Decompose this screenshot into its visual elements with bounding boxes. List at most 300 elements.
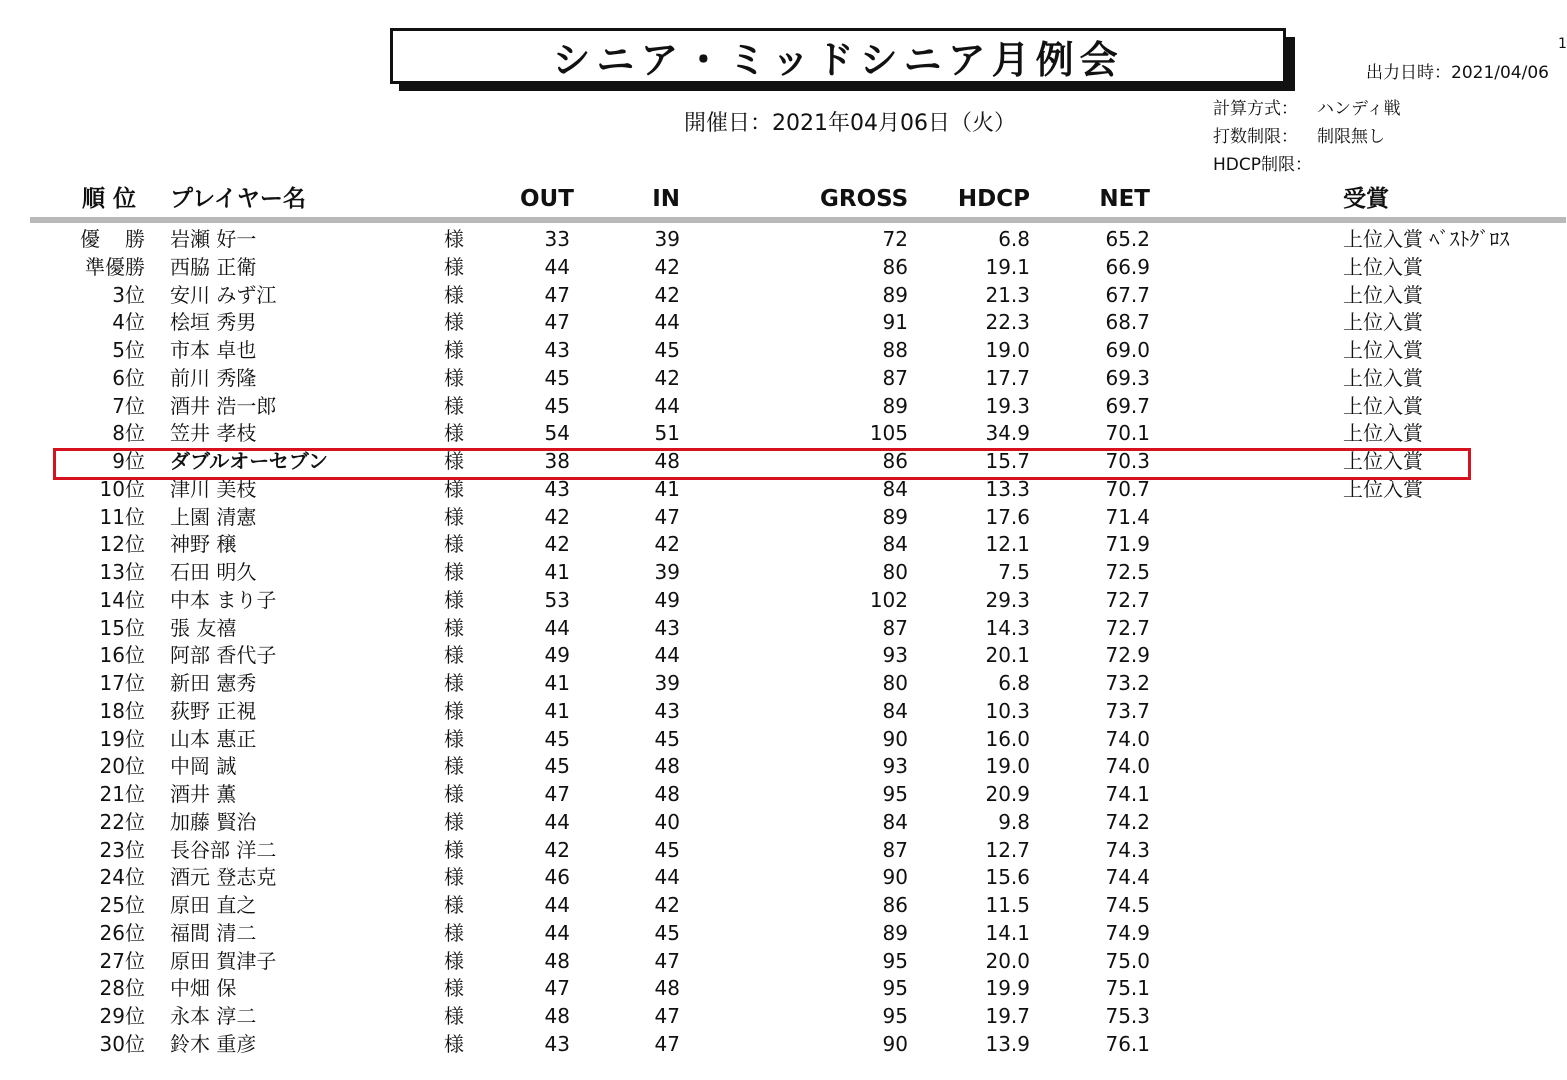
player-name: 加藤 賢治 xyxy=(170,809,257,834)
player-name: 張 友禧 xyxy=(170,615,237,640)
hdcp-value: 17.7 xyxy=(985,365,1030,390)
stroke-limit-value: 制限無し xyxy=(1317,127,1385,147)
net-score: 74.0 xyxy=(1105,754,1150,779)
net-score: 74.4 xyxy=(1105,865,1150,890)
out-score: 45 xyxy=(544,726,570,751)
in-score: 48 xyxy=(654,782,680,806)
table-row xyxy=(0,948,1566,976)
gross-score: 89 xyxy=(882,282,908,307)
honorific: 様 xyxy=(444,476,464,501)
gross-score: 87 xyxy=(882,365,908,390)
rank-cell: 7位 xyxy=(112,393,145,418)
hdcp-value: 19.7 xyxy=(985,1004,1030,1028)
player-name: 鈴木 重彦 xyxy=(170,1031,257,1056)
honorific: 様 xyxy=(444,782,464,806)
table-row xyxy=(0,781,1566,809)
in-score: 42 xyxy=(654,282,680,307)
hdcp-limit-value xyxy=(1309,151,1317,179)
net-score: 74.0 xyxy=(1105,726,1150,751)
rank-cell: 優 勝 xyxy=(80,227,145,251)
net-score: 67.7 xyxy=(1105,282,1150,307)
in-score: 45 xyxy=(654,338,680,362)
out-score: 44 xyxy=(544,615,570,640)
hdcp-value: 12.7 xyxy=(985,837,1030,862)
out-score: 42 xyxy=(544,837,570,862)
in-score: 42 xyxy=(654,365,680,390)
hdcp-value: 12.1 xyxy=(985,532,1030,557)
hdcp-value: 15.7 xyxy=(985,449,1030,473)
award-text: 上位入賞 xyxy=(1343,254,1423,279)
honorific: 様 xyxy=(444,560,464,584)
honorific: 様 xyxy=(444,310,464,335)
hdcp-limit-row xyxy=(1213,151,1401,179)
table-row xyxy=(0,892,1566,920)
rank-cell: 29位 xyxy=(99,1004,145,1028)
gross-score: 102 xyxy=(869,587,908,612)
honorific: 様 xyxy=(444,421,464,446)
in-score: 45 xyxy=(654,920,680,945)
net-score: 72.5 xyxy=(1105,560,1150,584)
gross-score: 84 xyxy=(882,476,908,501)
out-score: 43 xyxy=(544,1031,570,1056)
player-name: 桧垣 秀男 xyxy=(170,310,257,335)
award-text: 上位入賞 xyxy=(1343,338,1423,362)
player-name: 山本 惠正 xyxy=(170,726,257,751)
hdcp-value: 7.5 xyxy=(998,560,1030,584)
hdcp-value: 9.8 xyxy=(998,809,1030,834)
gross-score: 86 xyxy=(882,449,908,473)
table-row xyxy=(0,309,1566,337)
in-score: 42 xyxy=(654,532,680,557)
rank-cell: 18位 xyxy=(99,698,145,723)
hdcp-value: 19.1 xyxy=(985,254,1030,279)
out-score: 48 xyxy=(544,948,570,973)
table-row xyxy=(0,282,1566,310)
rank-cell: 25位 xyxy=(99,893,145,917)
in-score: 42 xyxy=(654,254,680,279)
gross-score: 90 xyxy=(882,865,908,890)
player-name: 上園 清憲 xyxy=(170,504,257,529)
net-score: 74.1 xyxy=(1105,782,1150,806)
rank-cell: 16位 xyxy=(99,643,145,668)
net-score: 72.7 xyxy=(1105,615,1150,640)
honorific: 様 xyxy=(444,893,464,917)
net-score: 73.2 xyxy=(1105,671,1150,695)
honorific: 様 xyxy=(444,1031,464,1056)
award-text: 上位入賞 xyxy=(1343,282,1423,307)
table-row xyxy=(0,448,1566,476)
in-score: 45 xyxy=(654,837,680,862)
out-score: 53 xyxy=(544,587,570,612)
table-row xyxy=(0,642,1566,670)
honorific: 様 xyxy=(444,587,464,612)
out-score: 47 xyxy=(544,976,570,1001)
out-score: 42 xyxy=(544,532,570,557)
player-name: 酒元 登志克 xyxy=(170,865,277,890)
gross-score: 95 xyxy=(882,1004,908,1028)
table-row xyxy=(0,393,1566,421)
hdcp-value: 19.9 xyxy=(985,976,1030,1001)
honorific: 様 xyxy=(444,920,464,945)
rank-cell: 19位 xyxy=(99,726,145,751)
gross-score: 72 xyxy=(882,227,908,251)
player-name: 永本 淳二 xyxy=(170,1004,257,1028)
gross-score: 89 xyxy=(882,504,908,529)
table-row xyxy=(0,1003,1566,1031)
rank-cell: 20位 xyxy=(99,754,145,779)
column-header-rank: 順 位 xyxy=(82,186,137,212)
table-row xyxy=(0,753,1566,781)
in-score: 39 xyxy=(654,227,680,251)
honorific: 様 xyxy=(444,865,464,890)
hdcp-value: 34.9 xyxy=(985,421,1030,446)
award-text: 上位入賞 xyxy=(1343,310,1423,335)
honorific: 様 xyxy=(444,1004,464,1028)
page-corner-mark: 1 xyxy=(1558,36,1567,52)
gross-score: 88 xyxy=(882,338,908,362)
rank-cell: 8位 xyxy=(112,421,145,446)
column-header-gross: GROSS xyxy=(820,186,909,212)
in-score: 39 xyxy=(654,671,680,695)
output-date: 出力日時：2021/04/06 xyxy=(1366,63,1549,83)
rank-cell: 28位 xyxy=(99,976,145,1001)
net-score: 70.7 xyxy=(1105,476,1150,501)
rank-cell: 21位 xyxy=(99,782,145,806)
out-score: 41 xyxy=(544,671,570,695)
player-name: 新田 憲秀 xyxy=(170,671,257,695)
gross-score: 84 xyxy=(882,698,908,723)
hdcp-value: 6.8 xyxy=(998,671,1030,695)
honorific: 様 xyxy=(444,698,464,723)
in-score: 47 xyxy=(654,1004,680,1028)
rank-cell: 4位 xyxy=(112,310,145,335)
hdcp-value: 15.6 xyxy=(985,865,1030,890)
out-score: 54 xyxy=(544,421,570,446)
hdcp-value: 13.9 xyxy=(985,1031,1030,1056)
hdcp-value: 10.3 xyxy=(985,698,1030,723)
table-row xyxy=(0,476,1566,504)
rank-cell: 11位 xyxy=(99,504,145,529)
rank-cell: 6位 xyxy=(112,365,145,390)
player-name: 酒井 浩一郎 xyxy=(170,393,277,418)
out-score: 48 xyxy=(544,1004,570,1028)
player-name: 中本 まり子 xyxy=(170,587,277,612)
hdcp-value: 16.0 xyxy=(985,726,1030,751)
rank-cell: 15位 xyxy=(99,615,145,640)
out-score: 41 xyxy=(544,698,570,723)
honorific: 様 xyxy=(444,837,464,862)
in-score: 44 xyxy=(654,865,680,890)
hdcp-value: 6.8 xyxy=(998,227,1030,251)
out-score: 44 xyxy=(544,809,570,834)
in-score: 51 xyxy=(654,421,680,446)
out-score: 49 xyxy=(544,643,570,668)
player-name: 福間 清二 xyxy=(170,920,257,945)
rank-cell: 14位 xyxy=(99,587,145,612)
net-score: 69.7 xyxy=(1105,393,1150,418)
stroke-limit-row xyxy=(1213,123,1401,151)
net-score: 69.0 xyxy=(1105,338,1150,362)
honorific: 様 xyxy=(444,615,464,640)
out-score: 38 xyxy=(544,449,570,473)
net-score: 71.4 xyxy=(1105,504,1150,529)
gross-score: 93 xyxy=(882,643,908,668)
out-score: 45 xyxy=(544,754,570,779)
gross-score: 93 xyxy=(882,754,908,779)
gross-score: 80 xyxy=(882,671,908,695)
out-score: 41 xyxy=(544,560,570,584)
rank-cell: 30位 xyxy=(99,1031,145,1056)
net-score: 74.2 xyxy=(1105,809,1150,834)
net-score: 73.7 xyxy=(1105,698,1150,723)
net-score: 72.9 xyxy=(1105,643,1150,668)
net-score: 70.1 xyxy=(1105,421,1150,446)
table-row xyxy=(0,559,1566,587)
table-row xyxy=(0,420,1566,448)
calc-settings xyxy=(1213,95,1401,179)
in-score: 39 xyxy=(654,560,680,584)
honorific: 様 xyxy=(444,754,464,779)
table-row xyxy=(0,504,1566,532)
table-row xyxy=(0,587,1566,615)
table-row xyxy=(0,365,1566,393)
out-score: 44 xyxy=(544,254,570,279)
rank-cell: 17位 xyxy=(99,671,145,695)
net-score: 75.0 xyxy=(1105,948,1150,973)
net-score: 65.2 xyxy=(1105,227,1150,251)
honorific: 様 xyxy=(444,976,464,1001)
out-score: 44 xyxy=(544,893,570,917)
honorific: 様 xyxy=(444,809,464,834)
table-row xyxy=(0,226,1566,254)
gross-score: 84 xyxy=(882,532,908,557)
honorific: 様 xyxy=(444,282,464,307)
column-header-out: OUT xyxy=(520,186,574,212)
out-score: 47 xyxy=(544,310,570,335)
column-header-award: 受賞 xyxy=(1343,186,1389,212)
honorific: 様 xyxy=(444,726,464,751)
award-text: 上位入賞 xyxy=(1343,421,1423,446)
player-name: 神野 穣 xyxy=(170,532,237,557)
player-name: 津川 美枝 xyxy=(170,476,257,501)
gross-score: 87 xyxy=(882,615,908,640)
out-score: 46 xyxy=(544,865,570,890)
player-name: 安川 みず江 xyxy=(170,282,277,307)
player-name: 西脇 正衛 xyxy=(170,254,257,279)
hdcp-value: 20.9 xyxy=(985,782,1030,806)
out-score: 43 xyxy=(544,476,570,501)
net-score: 70.3 xyxy=(1105,449,1150,473)
stroke-limit-label: 打数制限： xyxy=(1213,127,1298,147)
page-title: シニア・ミッドシニア月例会 xyxy=(390,28,1286,84)
gross-score: 90 xyxy=(882,1031,908,1056)
rank-cell: 10位 xyxy=(99,476,145,501)
hdcp-value: 14.3 xyxy=(985,615,1030,640)
honorific: 様 xyxy=(444,948,464,973)
out-score: 33 xyxy=(544,227,570,251)
gross-score: 84 xyxy=(882,809,908,834)
hdcp-value: 22.3 xyxy=(985,310,1030,335)
in-score: 47 xyxy=(654,1031,680,1056)
rank-cell: 22位 xyxy=(99,809,145,834)
net-score: 69.3 xyxy=(1105,365,1150,390)
out-score: 42 xyxy=(544,504,570,529)
rank-cell: 27位 xyxy=(99,948,145,973)
hdcp-value: 19.0 xyxy=(985,338,1030,362)
in-score: 44 xyxy=(654,310,680,335)
table-row xyxy=(0,1031,1566,1059)
in-score: 43 xyxy=(654,698,680,723)
in-score: 47 xyxy=(654,948,680,973)
out-score: 44 xyxy=(544,920,570,945)
calc-method-value: ハンディ戦 xyxy=(1317,99,1401,119)
gross-score: 95 xyxy=(882,948,908,973)
table-row xyxy=(0,531,1566,559)
out-score: 47 xyxy=(544,282,570,307)
honorific: 様 xyxy=(444,254,464,279)
table-row xyxy=(0,809,1566,837)
hdcp-value: 17.6 xyxy=(985,504,1030,529)
rank-cell: 3位 xyxy=(112,282,145,307)
hdcp-value: 20.0 xyxy=(985,948,1030,973)
player-name: 酒井 薫 xyxy=(170,782,237,806)
player-name: 原田 直之 xyxy=(170,893,257,917)
player-name: 石田 明久 xyxy=(170,560,257,584)
hdcp-value: 20.1 xyxy=(985,643,1030,668)
honorific: 様 xyxy=(444,393,464,418)
out-score: 47 xyxy=(544,782,570,806)
table-row xyxy=(0,975,1566,1003)
net-score: 66.9 xyxy=(1105,254,1150,279)
in-score: 48 xyxy=(654,976,680,1001)
in-score: 44 xyxy=(654,643,680,668)
table-row xyxy=(0,920,1566,948)
gross-score: 91 xyxy=(882,310,908,335)
gross-score: 95 xyxy=(882,782,908,806)
net-score: 74.5 xyxy=(1105,893,1150,917)
table-row xyxy=(0,254,1566,282)
column-header-in: IN xyxy=(652,186,680,212)
player-name: 岩瀬 好一 xyxy=(170,227,257,251)
hdcp-value: 19.0 xyxy=(985,754,1030,779)
in-score: 43 xyxy=(654,615,680,640)
in-score: 48 xyxy=(654,449,680,473)
gross-score: 89 xyxy=(882,920,908,945)
rank-cell: 9位 xyxy=(112,449,145,473)
calc-method-row xyxy=(1213,95,1401,123)
gross-score: 105 xyxy=(869,421,908,446)
in-score: 45 xyxy=(654,726,680,751)
net-score: 68.7 xyxy=(1105,310,1150,335)
table-row xyxy=(0,864,1566,892)
title-frame xyxy=(390,28,1286,82)
honorific: 様 xyxy=(444,449,464,473)
honorific: 様 xyxy=(444,227,464,251)
table-row xyxy=(0,837,1566,865)
gross-score: 87 xyxy=(882,837,908,862)
out-score: 43 xyxy=(544,338,570,362)
player-name: 原田 賀津子 xyxy=(170,948,277,973)
column-header-name: プレイヤー名 xyxy=(170,186,306,212)
hdcp-value: 11.5 xyxy=(985,893,1030,917)
player-name: ダブルオーセブン xyxy=(170,449,328,473)
hdcp-value: 29.3 xyxy=(985,587,1030,612)
rank-cell: 5位 xyxy=(112,338,145,362)
rank-cell: 24位 xyxy=(99,865,145,890)
hdcp-value: 14.1 xyxy=(985,920,1030,945)
rank-cell: 12位 xyxy=(99,532,145,557)
in-score: 47 xyxy=(654,504,680,529)
in-score: 40 xyxy=(654,809,680,834)
gross-score: 86 xyxy=(882,893,908,917)
player-name: 長谷部 洋二 xyxy=(170,837,277,862)
honorific: 様 xyxy=(444,365,464,390)
hdcp-value: 13.3 xyxy=(985,476,1030,501)
award-text: 上位入賞 xyxy=(1343,393,1423,418)
in-score: 41 xyxy=(654,476,680,501)
table-row xyxy=(0,670,1566,698)
rank-cell: 26位 xyxy=(99,920,145,945)
player-name: 前川 秀隆 xyxy=(170,365,257,390)
net-score: 74.3 xyxy=(1105,837,1150,862)
hdcp-value: 21.3 xyxy=(985,282,1030,307)
header-divider xyxy=(30,217,1566,223)
net-score: 71.9 xyxy=(1105,532,1150,557)
honorific: 様 xyxy=(444,532,464,557)
award-text: 上位入賞 xyxy=(1343,476,1423,501)
honorific: 様 xyxy=(444,671,464,695)
player-name: 笠井 孝枝 xyxy=(170,421,257,446)
award-text: 上位入賞 xyxy=(1343,365,1423,390)
honorific: 様 xyxy=(444,504,464,529)
award-text: 上位入賞 xyxy=(1343,449,1423,473)
table-row xyxy=(0,698,1566,726)
award-text: 上位入賞 ﾍﾞｽﾄｸﾞﾛｽ xyxy=(1343,227,1510,251)
player-name: 中岡 誠 xyxy=(170,754,237,779)
column-header-hdcp: HDCP xyxy=(957,186,1030,212)
out-score: 45 xyxy=(544,365,570,390)
table-row xyxy=(0,726,1566,754)
rank-cell: 23位 xyxy=(99,837,145,862)
in-score: 49 xyxy=(654,587,680,612)
event-date: 開催日：2021年04月06日（火） xyxy=(684,111,1016,136)
in-score: 44 xyxy=(654,393,680,418)
gross-score: 89 xyxy=(882,393,908,418)
player-name: 中畑 保 xyxy=(170,976,237,1001)
in-score: 42 xyxy=(654,893,680,917)
gross-score: 95 xyxy=(882,976,908,1001)
gross-score: 90 xyxy=(882,726,908,751)
net-score: 74.9 xyxy=(1105,920,1150,945)
table-row xyxy=(0,337,1566,365)
results-table xyxy=(0,226,1566,1059)
column-header-net: NET xyxy=(1099,186,1150,212)
rank-cell: 13位 xyxy=(99,560,145,584)
player-name: 荻野 正視 xyxy=(170,698,257,723)
in-score: 48 xyxy=(654,754,680,779)
out-score: 45 xyxy=(544,393,570,418)
table-row xyxy=(0,615,1566,643)
net-score: 76.1 xyxy=(1105,1031,1150,1056)
net-score: 72.7 xyxy=(1105,587,1150,612)
calc-method-label: 計算方式： xyxy=(1213,99,1298,119)
honorific: 様 xyxy=(444,643,464,668)
player-name: 阿部 香代子 xyxy=(170,643,277,668)
player-name: 市本 卓也 xyxy=(170,338,257,362)
hdcp-limit-label: HDCP制限： xyxy=(1213,155,1312,175)
honorific: 様 xyxy=(444,338,464,362)
gross-score: 80 xyxy=(882,560,908,584)
